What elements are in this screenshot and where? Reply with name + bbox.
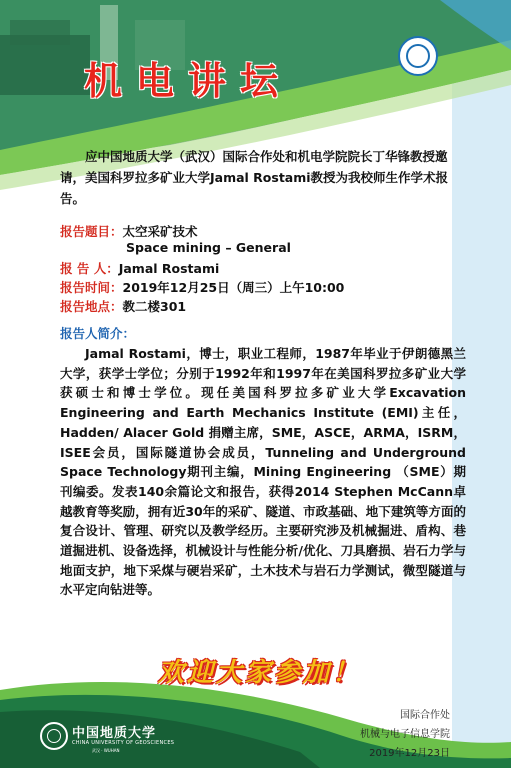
speaker-label: 报 告 人： xyxy=(60,261,119,276)
topic-en: Space mining – General xyxy=(126,240,291,255)
topic-cn: 太空采矿技术 xyxy=(122,224,198,239)
place-row xyxy=(60,297,186,315)
topic-en-row xyxy=(126,240,291,255)
university-emblem-icon xyxy=(398,36,438,76)
bio-heading: 报告人简介： xyxy=(60,326,136,341)
organizer-line-1: 国际合作处 xyxy=(400,710,450,721)
footer-city: 武汉 · WUHAN xyxy=(92,748,120,753)
place-value: 教二楼301 xyxy=(122,299,187,314)
footer-emblem-icon xyxy=(40,722,68,750)
poster-title: 机电讲坛 xyxy=(84,58,293,103)
time-value: 2019年12月25日（周三）上午10:00 xyxy=(122,280,345,295)
footer-university-cn: 中国地质大学 xyxy=(72,726,157,741)
footer-university-en: CHINA UNIVERSITY OF GEOSCIENCES xyxy=(72,740,175,746)
time-label: 报告时间： xyxy=(60,280,123,295)
place-label: 报告地点： xyxy=(60,299,123,314)
time-row xyxy=(60,278,344,296)
topic-row xyxy=(60,222,198,240)
speaker-row xyxy=(60,259,219,277)
bio-paragraph: Jamal Rostami，博士，职业工程师，1987年毕业于伊朗德黑兰大学，获学士学位；分别于1992年和1997年在美国科罗拉多矿业大学获硕士和博士学位。现任美国科罗拉多矿业大学Excavation Engineering and Earth Mechanics Institute (EMI)主任，Hadden/ Alacer Gold 捐赠主席，SME，ASCE，ARMA，ISRM，ISEE会员，国际隧道协会成员，Tunneling and Underground Space Technology期刊主编，Mining Engineering （SME）期刊编委。发表140余篇论文和报告，获得2014 Stephen McCann卓越教育等奖励，拥有近30年的采矿、隧道、市政基础、地下建筑等方面的复合设计、管理、研究以及教学经历。主要研究涉及机械掘进、盾构、巷道掘进机、设备选择，机械设计与性能分析/优化、刀具磨损、岩石力学与地面支护，地下采煤与硬岩采矿，土木技术与岩石力学测试，微型隧道与水平定向钻进等。 xyxy=(60,346,466,598)
speaker-name: Jamal Rostami xyxy=(118,261,220,276)
topic-label: 报告题目： xyxy=(60,224,123,239)
intro-paragraph: 应中国地质大学（武汉）国际合作处和机电学院院长丁华锋教授邀请，美国科罗拉多矿业大学Jamal Rostami教授为我校师生作学术报告。 xyxy=(60,149,449,206)
welcome-banner: 欢迎大家参加！ xyxy=(158,658,362,688)
organizer-date: 2019年12月23日 xyxy=(369,748,450,759)
organizer-line-2: 机械与电子信息学院 xyxy=(360,729,450,740)
